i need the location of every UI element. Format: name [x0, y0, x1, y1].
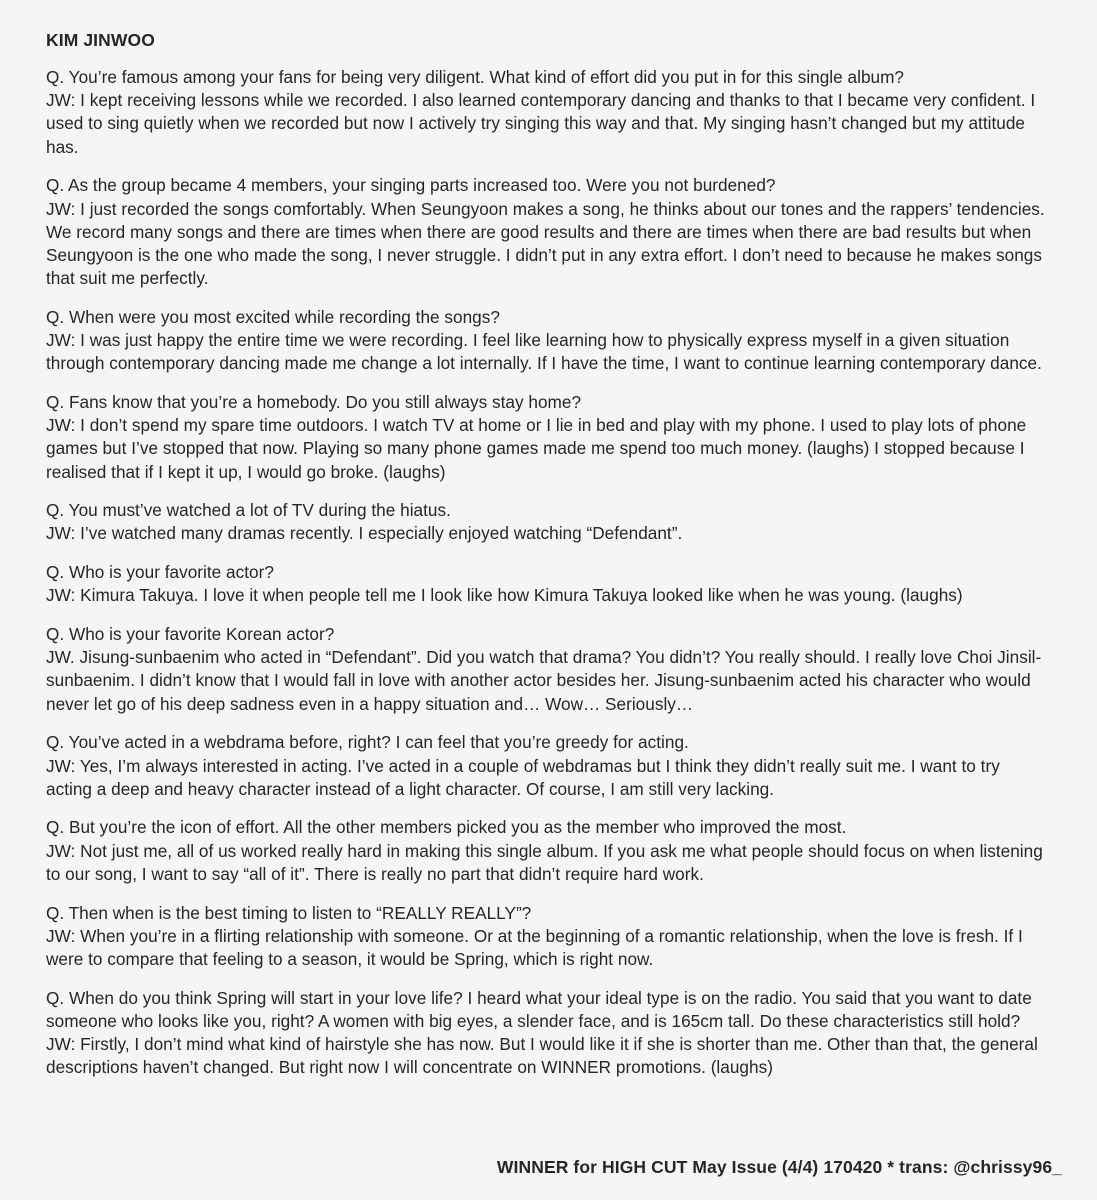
question: Q. As the group became 4 members, your singing parts increased too. Were you not burdened?	[46, 175, 776, 196]
answer: JW: Yes, I’m always interested in acting. I’ve acted in a couple of webdramas but I think they didn’t really suit me. I want to try acting a deep and heavy character instead of a light character. Of course, I am still very lacking.	[46, 755, 1000, 799]
qa-block	[46, 816, 1049, 886]
qa-block	[46, 499, 1049, 545]
answer: JW: When you’re in a flirting relationship with someone. Or at the beginning of a romantic relationship, when the love is fresh. If I were to compare that feeling to a season, it would be Spring, which is right now.	[46, 925, 1023, 969]
answer: JW: I don’t spend my spare time outdoors. I watch TV at home or I lie in bed and play with my phone. I used to play lots of phone games but I’ve stopped that now. Playing so many phone games made me spend too much money. (laughs) I stopped because I realised that if I kept it up, I would go broke. (laughs)	[46, 415, 1027, 482]
answer: JW: I just recorded the songs comfortably. When Seungyoon makes a song, he thinks about our tones and the rappers’ tendencies. We record many songs and there are times when there are good results and there are times when there are bad results but when Seungyoon is the one who made the song, I never struggle. I didn’t put in any extra effort. I don’t need to because he makes songs that suit me perfectly.	[46, 198, 1045, 289]
qa-block	[46, 66, 1049, 159]
question: Q. Fans know that you’re a homebody. Do you still always stay home?	[46, 391, 582, 412]
qa-block	[46, 902, 1049, 972]
question: Q. Who is your favorite actor?	[46, 562, 274, 583]
answer: JW: I was just happy the entire time we were recording. I feel like learning how to physically express myself in a given situation through contemporary dancing made me change a lot internally. If I have the time, I want to continue learning contemporary dance.	[46, 330, 1042, 374]
question: Q. Who is your favorite Korean actor?	[46, 624, 335, 645]
question: Q. You’re famous among your fans for being very diligent. What kind of effort did you put in for this single album?	[46, 67, 905, 87]
answer: JW: I’ve watched many dramas recently. I especially enjoyed watching “Defendant”.	[46, 523, 683, 544]
qa-block	[46, 731, 1049, 801]
question: Q. But you’re the icon of effort. All the other members picked you as the member who improved the most.	[46, 817, 847, 838]
translation-credit: WINNER for HIGH CUT May Issue (4/4) 170420 * trans: @chrissy96_	[496, 1157, 1062, 1177]
qa-block	[46, 306, 1049, 376]
question: Q. You must’ve watched a lot of TV during the hiatus.	[46, 500, 451, 521]
qa-block	[46, 174, 1049, 290]
qa-block	[46, 391, 1049, 484]
answer: JW: I kept receiving lessons while we recorded. I also learned contemporary dancing and thanks to that I became very confident. I used to sing quietly when we recorded but now I actively try singing this way and that. My singing hasn’t changed but my attitude has.	[46, 90, 1036, 157]
question: Q. When were you most excited while recording the songs?	[46, 306, 500, 327]
page-title: KIM JINWOO	[46, 30, 155, 50]
qa-block	[46, 987, 1049, 1080]
question: Q. You’ve acted in a webdrama before, right? I can feel that you’re greedy for acting.	[46, 732, 689, 753]
question: Q. When do you think Spring will start in your love life? I heard what your ideal type is on the radio. You said that you want to date someone who looks like you, right? A women with big eyes, a slender face, and is 165cm tall. Do these characteristics still hold?	[46, 987, 1032, 1031]
question: Q. Then when is the best timing to listen to “REALLY REALLY”?	[46, 902, 532, 923]
qa-block	[46, 623, 1049, 716]
answer: JW: Firstly, I don’t mind what kind of hairstyle she has now. But I would like it if she is shorter than me. Other than that, the general descriptions haven’t changed. But right now I will concentrate on WINNER promotions. (laughs)	[46, 1034, 1038, 1078]
qa-block	[46, 561, 1049, 607]
answer: JW: Not just me, all of us worked really hard in making this single album. If you ask me what people should focus on when listening to our song, I want to say “all of it”. There is really no part that didn’t require hard work.	[46, 840, 1043, 884]
answer: JW: Kimura Takuya. I love it when people tell me I look like how Kimura Takuya looked like when he was young. (laughs)	[46, 585, 963, 606]
answer: JW. Jisung-sunbaenim who acted in “Defendant”. Did you watch that drama? You didn’t? You really should. I really love Choi Jinsil-sunbaenim. I didn’t know that I would fall in love with another actor besides her. Jisung-sunbaenim acted his character who would never let go of his deep sadness even in a happy situation and… Wow… Seriously…	[46, 647, 1042, 714]
